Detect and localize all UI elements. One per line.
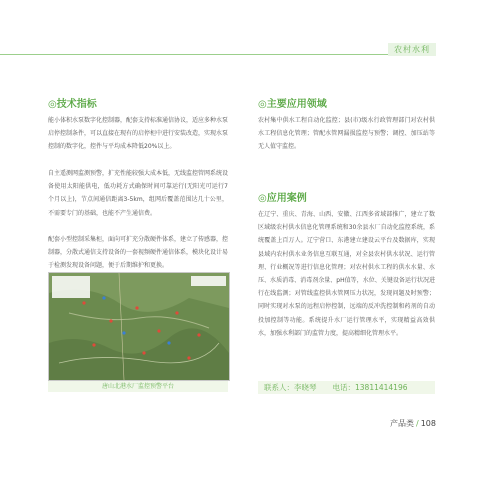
monitoring-map-image bbox=[48, 272, 230, 381]
header-rule bbox=[0, 40, 436, 55]
contact-name: 联系人：李晓琴 bbox=[264, 383, 317, 392]
tech-specs-paragraph-3: 配套小型控制采集柜，面向可扩充分散硬件体系，建立了传感器，控制器，分散式通信支持设备的一套视频硬件通信体系，模块化设计易于检测发现设备问题，便于后期维护和更换。 bbox=[48, 236, 229, 270]
application-case-paragraph: 在辽宁、重庆、青海、山西、安徽、江西多省域部推广，建立了数区域级农村供水信息化管理系统和30余县水厂自动化监控系统，系统覆盖上百万人。辽宁营口、东港建立建设云平台及数据库，实现县域内农村供水业务信息互联互通，对全县农村供水状况、运行管理、行业概况等进行信息化管理；对农村供水工程的供水水量、水压、水质消毒、消毒剂余量、pH值等，水位、关键设备运行状况进行在线监测；对管线监控供水管网压力状况，发现问题及时预警；同时实现对水泵的远程启停控制，远端的反冲洗控制和药剂的自动投加控制等功能。系统提升水厂运行管理水平，实现精益高效供水，加强水利部门的监管力度，提高精细化管理水平。 bbox=[258, 211, 435, 337]
tech-specs-paragraph-2: 自主遥测网监测预警，扩充性能较强大成本低，无线监控管网系统设备使用太阳能供电，低功耗方式确保时间可靠运行(无阳光可运行7个月以上)，节点间通信距离3-5km，组网后覆盖范围达几十公里，不需要专门的基础，也能不产生通信费。 bbox=[48, 170, 229, 217]
footer-category: 产品类 bbox=[390, 419, 415, 428]
section-tag: 农村水利 bbox=[388, 43, 436, 56]
tech-specs-heading: ◎技术指标 bbox=[48, 99, 97, 110]
contact-bar bbox=[258, 381, 435, 394]
satellite-map-graphic bbox=[49, 273, 229, 380]
application-case-heading: ◎应用案例 bbox=[258, 193, 307, 204]
contact-phone: 电话：13811414196 bbox=[332, 383, 408, 392]
page-number: 108 bbox=[420, 419, 436, 428]
page-footer: 产品类 / 108 bbox=[390, 419, 436, 428]
application-field-paragraph: 农村集中供水工程自动化监控；县(市)级水行政管理部门对农村供水工程信息化管理；管配水管网漏损监控与预警；调控、加压站等无人值守监控。 bbox=[258, 117, 435, 151]
tech-specs-paragraph-1: 能小体积水泵数字化控制器，配套支持标准通信协议，适应多种水泵启停控制条件，可以直接在现有的启停柜中进行安装改造，实现水泵控制的数字化，控件与平均成本降低20%以上。 bbox=[48, 117, 229, 151]
application-field-heading: ◎主要应用领域 bbox=[258, 99, 327, 110]
map-caption: 唐山北港水厂监控预警平台 bbox=[48, 381, 228, 392]
